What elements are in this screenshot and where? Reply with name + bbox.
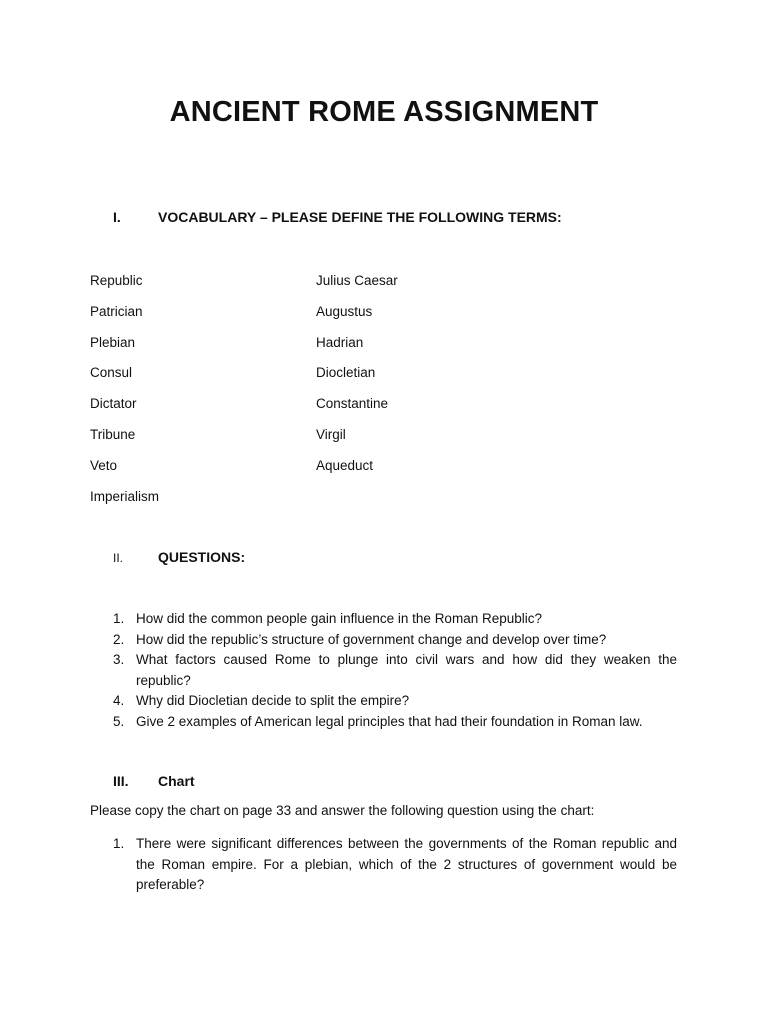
vocab-term: Patrician <box>90 303 143 319</box>
questions-list <box>90 609 677 732</box>
vocab-term: Plebian <box>90 334 136 350</box>
section-title: QUESTIONS: <box>158 549 246 565</box>
list-item <box>90 712 677 733</box>
list-item-text: How did the common people gain influence in the Roman Republic? <box>136 611 542 626</box>
list-item <box>90 609 677 630</box>
page-title: ANCIENT ROME ASSIGNMENT <box>169 96 599 128</box>
list-item-number: 4. <box>113 693 125 708</box>
list-item <box>90 691 677 712</box>
list-item-number: 1. <box>113 611 125 626</box>
list-item <box>90 650 677 691</box>
vocab-term: Republic <box>90 273 143 288</box>
vocab-term: Augustus <box>316 303 373 319</box>
vocab-term: Veto <box>90 457 118 473</box>
section-number: I. <box>113 209 121 225</box>
vocab-term: Aqueduct <box>316 457 374 473</box>
list-item-text: What factors caused Rome to plunge into civil wars and how did they weaken the republic? <box>136 652 677 688</box>
section-questions-heading <box>113 549 245 565</box>
vocab-term: Consul <box>90 365 133 381</box>
vocab-term: Virgil <box>316 426 346 442</box>
list-item-number: 3. <box>113 652 125 667</box>
list-item-number: 5. <box>113 713 125 729</box>
section-number: II. <box>113 551 124 565</box>
vocab-terms-left <box>90 270 159 516</box>
vocab-term: Imperialism <box>90 488 160 504</box>
list-item-text: Why did Diocletian decide to split the empire? <box>136 693 410 708</box>
list-item-text: How did the republic’s structure of government change and develop over time? <box>136 631 607 647</box>
section-vocabulary-heading <box>113 209 562 225</box>
vocab-term: Diocletian <box>316 365 376 381</box>
list-item-text: Give 2 examples of American legal principles that had their foundation in Roman law. <box>136 713 643 729</box>
vocab-term: Constantine <box>316 396 389 412</box>
chart-instructions: Please copy the chart on page 33 and answer the following question using the chart: <box>90 803 595 818</box>
vocab-terms-right <box>316 270 398 486</box>
list-item-number: 2. <box>113 631 125 647</box>
list-item-text: There were significant differences between the governments of the Roman republic and the Roman empire. For a plebian, which of the 2 structures of government would be preferable? <box>136 836 677 892</box>
section-number: III. <box>113 773 129 789</box>
vocab-term: Tribune <box>90 426 136 442</box>
vocab-term: Julius Caesar <box>316 273 398 288</box>
section-title: VOCABULARY – PLEASE DEFINE THE FOLLOWING TERMS: <box>158 209 562 225</box>
section-title: Chart <box>158 773 195 789</box>
vocab-term: Dictator <box>90 396 137 412</box>
list-item <box>90 834 677 896</box>
vocab-term: Hadrian <box>316 334 364 350</box>
list-item <box>90 630 677 651</box>
chart-questions-list <box>90 834 677 896</box>
section-chart-heading <box>113 773 195 789</box>
list-item-number: 1. <box>113 836 125 851</box>
